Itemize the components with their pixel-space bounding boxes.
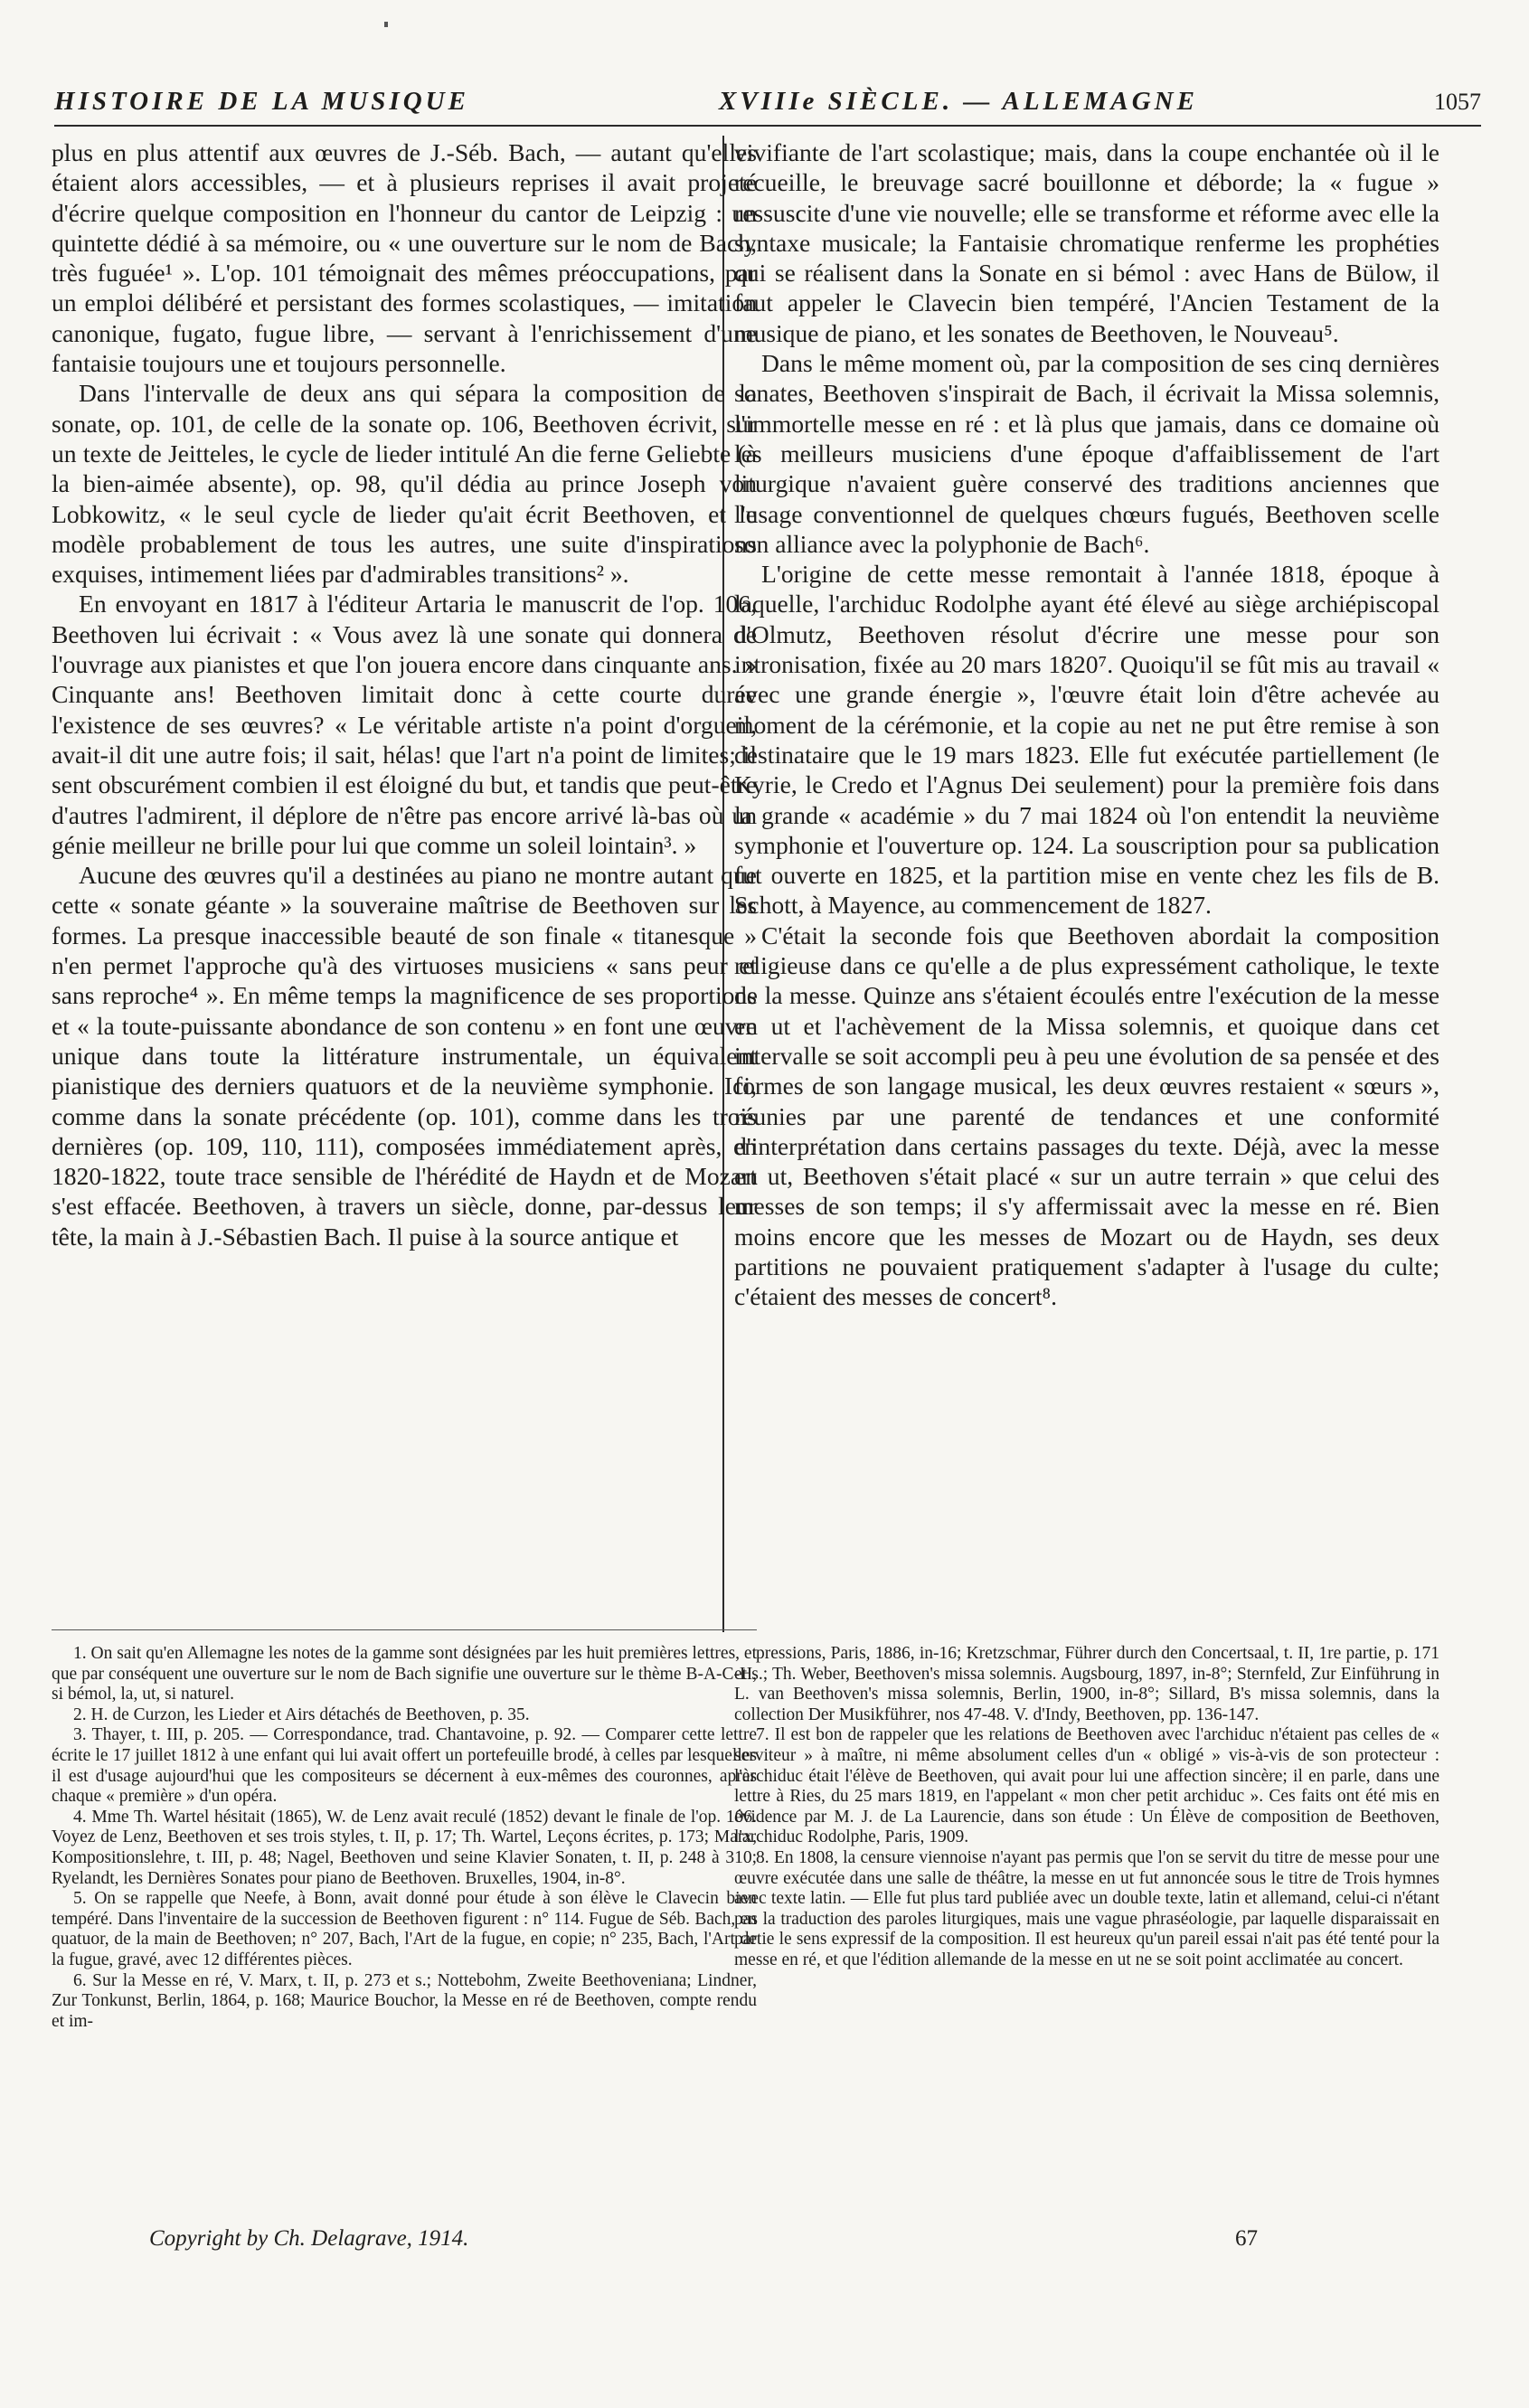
sheet-number: 67 [1235,2226,1258,2251]
footnote: 8. En 1808, la censure viennoise n'ayant pas permis que l'on se servit du titre de messe pour une œuvre exécutée dans une salle de théâtre, la messe en ut fut annoncée sous le titre de Trois hymnes avec texte latin. — Elle fut plus tard publiée avec un double texte, latin et allemand, celui-ci n'étant pas la traduction des paroles liturgiques, mais une vague phraséologie, par laquelle disparaissait en partie le sens expressif de la composition. Il est heureux qu'un pareil essai n'ait pas été tenté pour la messe en ré, et que l'édition allemande de la messe en ut ne se soit point acclimatée au concert. [734,1847,1439,1969]
footnotes-right [734,1644,1439,2223]
paragraph: L'origine de cette messe remontait à l'année 1818, époque à laquelle, l'archiduc Rodolphe ayant été élevé au siège archiépiscopal d'Olmutz, Beethoven résolut d'écrire une messe pour son intronisation, fixée au 20 mars 1820⁷. Quoiqu'il se fût mis au travail « avec une grande énergie », l'œuvre était loin d'être achevée au moment de la cérémonie, et la copie au net ne put être remise à son destinataire que le 19 mars 1823. Elle fut exécutée partiellement (le Kyrie, le Credo et l'Agnus Dei seulement) pour la première fois dans la grande « académie » du 7 mai 1824 où l'on entendit la neuvième symphonie et l'ouverture op. 124. La souscription pour sa publication fut ouverte en 1825, et la partition mise en vente chez les fils de B. Schott, à Mayence, au commencement de 1827. [734,560,1439,920]
footnote: 5. On se rappelle que Neefe, à Bonn, avait donné pour étude à son élève le Clavecin bien tempéré. Dans l'inventaire de la succession de Beethoven figurent : n° 114. Fugue de Séb. Bach, en quatuor, de la main de Beethoven; n° 207, Bach, l'Art de la fugue, en copie; n° 235, Bach, l'Art de la fugue, gravé, avec 12 différentes pièces. [52,1889,757,1969]
paragraph: Aucune des œuvres qu'il a destinées au piano ne montre autant que cette « sonate géante » la souveraine maîtrise de Beethoven sur les formes. La presque inaccessible beauté de son finale « titanesque » n'en permet l'approche qu'à des virtuoses musiciens « sans peur et sans reproche⁴ ». En même temps la magnificence de ses proportions et « la toute-puissante abondance de son contenu » en font une œuvre unique dans toute la littérature instrumentale, un équivalent pianistique des derniers quatuors et de la neuvième symphonie. Ici, comme dans la sonate précédente (op. 101), comme dans les trois dernières (op. 109, 110, 111), composées immédiatement après, en 1820-1822, toute trace sensible de l'hérédité de Haydn et de Mozart s'est effacée. Beethoven, à travers un siècle, donne, par-dessus leur tête, la main à J.-Sébastien Bach. Il puise à la source antique et [52,861,757,1251]
paragraph: C'était la seconde fois que Beethoven abordait la composition religieuse dans ce qu'elle a de plus expressément catholique, le texte de la messe. Quinze ans s'étaient écoulés entre l'exécution de la messe en ut et l'achèvement de la Missa solemnis, et quoique dans cet intervalle se soit accompli peu à peu une évolution de sa pensée et des formes de son langage musical, les deux œuvres restaient « sœurs », réunies par une parenté de tendances et une conformité d'interprétation dans certains passages du texte. Déjà, avec la messe en ut, Beethoven s'était placé « sur un autre terrain » que celui des messes de son temps; il s'y affermissait avec la messe en ré. Bien moins encore que les messes de Mozart ou de Haydn, ses deux partitions ne pouvaient pratiquement s'adapter à l'usage du culte; c'étaient des messes de concert⁸. [734,921,1439,1311]
running-header [54,87,1481,127]
footnote: 2. H. de Curzon, les Lieder et Airs détachés de Beethoven, p. 35. [73,1704,530,1724]
footnotes-left [52,1644,757,2223]
footnote: 3. Thayer, t. III, p. 205. — Correspondance, trad. Chantavoine, p. 92. — Comparer cette lettre écrite le 17 juillet 1812 à une enfant qui lui avait offert un portefeuille brodé, à celles par lesquelles il est d'usage aujourd'hui que les compositeurs se décernent à eux-mêmes des couronnes, après chaque « première » d'un opéra. [52,1725,757,1807]
paragraph: plus en plus attentif aux œuvres de J.-Séb. Bach, — autant qu'elles étaient alors accessibles, — et à plusieurs reprises il avait projeté d'écrire quelque composition en l'honneur du cantor de Leipzig : un quintette dédié à sa mémoire, ou « une ouverture sur le nom de Bach, très fuguée¹ ». L'op. 101 témoignait des mêmes préoccupations, par un emploi délibéré et persistant des formes scolastiques, — imitation canonique, fugato, fugue libre, — servant à l'enrichissement d'une fantaisie toujours une et toujours personnelle. [52,138,757,378]
paragraph: Dans le même moment où, par la composition de ses cinq dernières sonates, Beethoven s'inspirait de Bach, il écrivait la Missa solemnis, l'immortelle messe en ré : et là plus que jamais, dans ce domaine où les meilleurs musiciens d'une époque d'affaiblissement de l'art liturgique n'avaient guère conservé des traditions anciennes que l'usage conventionnel de quelques chœurs fugués, Beethoven scelle son alliance avec la polyphonie de Bach⁶. [734,349,1439,558]
footnote: 7. Il est bon de rappeler que les relations de Beethoven avec l'archiduc n'étaient pas celles de « serviteur » à maître, ni même absolument celles d'un « obligé » vis-à-vis de son protecteur : l'archiduc était l'élève de Beethoven, qui avait pour lui une affection sincère; il en parle, dans une lettre à Ries, du 25 mars 1819, en l'appelant « mon cher petit archiduc ». Ces faits ont été mis en évidence par M. J. de La Laurencie, dans son étude : Un Élève de composition de Beethoven, l'archiduc Rodolphe, Paris, 1909. [734,1725,1439,1847]
left-column [52,137,757,1630]
paragraph: Dans l'intervalle de deux ans qui sépara la composition de la sonate, op. 101, de celle de la sonate op. 106, Beethoven écrivit, sur un texte de Jeitteles, le cycle de lieder intitulé An die ferne Geliebte (à la bien-aimée absente), op. 98, qu'il dédia au prince Joseph von Lobkowitz, « le seul cycle de lieder qu'ait écrit Beethoven, et le modèle probablement de tous les autres, une suite d'inspirations exquises, intimement liées par d'admirables transitions² ». [52,379,757,589]
running-title-right: XVIIIe SIÈCLE. — ALLEMAGNE [719,87,1198,116]
right-column [734,137,1439,1629]
right-column-text [734,137,1439,1629]
paragraph: vivifiante de l'art scolastique; mais, dans la coupe enchantée où il le recueille, le breuvage sacré bouillonne et déborde; la « fugue » ressuscite d'une vie nouvelle; elle se transforme et réforme avec elle la syntaxe musicale; la Fantaisie chromatique renferme les prophéties qui se réalisent dans la Sonate en si bémol : avec Hans de Bülow, il faut appeler le Clavecin bien tempéré, l'Ancien Testament de la musique de piano, et les sonates de Beethoven, le Nouveau⁵. [734,138,1439,347]
left-column-text [52,137,757,1630]
footnote: 6. Sur la Messe en ré, V. Marx, t. II, p. 273 et s.; Nottebohm, Zweite Beethoveniana; Lindner, Zur Tonkunst, Berlin, 1864, p. 168; Maurice Bouchor, la Messe en ré de Beethoven, compte rendu et im- [52,1970,757,2031]
page-number: 1057 [1434,89,1481,115]
running-title-left: HISTOIRE DE LA MUSIQUE [54,87,469,116]
page-footer [0,2226,1529,2262]
footnote: pressions, Paris, 1886, in-16; Kretzschmar, Führer durch den Concertsaal, t. II, 1re partie, p. 171 et s.; Th. Weber, Beethoven's missa solemnis. Augsbourg, 1897, in-8°; Sternfeld, Zur Einführung in L. van Beethoven's missa solemnis, Berlin, 1900, in-8°; Sillard, B's missa solemnis, dans la collection Der Musikführer, nos 47-48. V. d'Indy, Beethoven, pp. 136-147. [734,1644,1439,1724]
footnote: 1. On sait qu'en Allemagne les notes de la gamme sont désignées par les huit premières lettres, et que par conséquent une ouverture sur le nom de Bach signifie une ouverture sur le thème B-A-C-H, si bémol, la, ut, si naturel. [52,1644,757,1704]
paragraph: En envoyant en 1817 à l'éditeur Artaria le manuscrit de l'op. 106, Beethoven lui écrivait : « Vous avez là une sonate qui donnera de l'ouvrage aux pianistes et que l'on jouera encore dans cinquante ans. » Cinquante ans! Beethoven limitait donc à cette courte durée l'existence de ses œuvres? « Le véritable artiste n'a point d'orgueil, avait-il dit une autre fois; il sait, hélas! que l'art n'a point de limites; il sent obscurément combien il est éloigné du but, et tandis que peut-être d'autres l'admirent, il déplore de n'être pas encore arrivé là-bas où un génie meilleur ne brille pour lui que comme un soleil lointain³. » [52,590,757,859]
copyright-notice: Copyright by Ch. Delagrave, 1914. [149,2226,469,2251]
ink-speck [384,22,388,27]
footnote: 4. Mme Th. Wartel hésitait (1865), W. de Lenz avait reculé (1852) devant le finale de l'op. 106. Voyez de Lenz, Beethoven et ses trois styles, t. II, p. 17; Th. Wartel, Leçons écrites, p. 173; Marx, Kompositionslehre, t. III, p. 48; Nagel, Beethoven und seine Klavier Sonaten, t. II, p. 248 à 310; Ryelandt, les Dernières Sonates pour piano de Beethoven. Bruxelles, 1904, in-8°. [52,1807,757,1888]
